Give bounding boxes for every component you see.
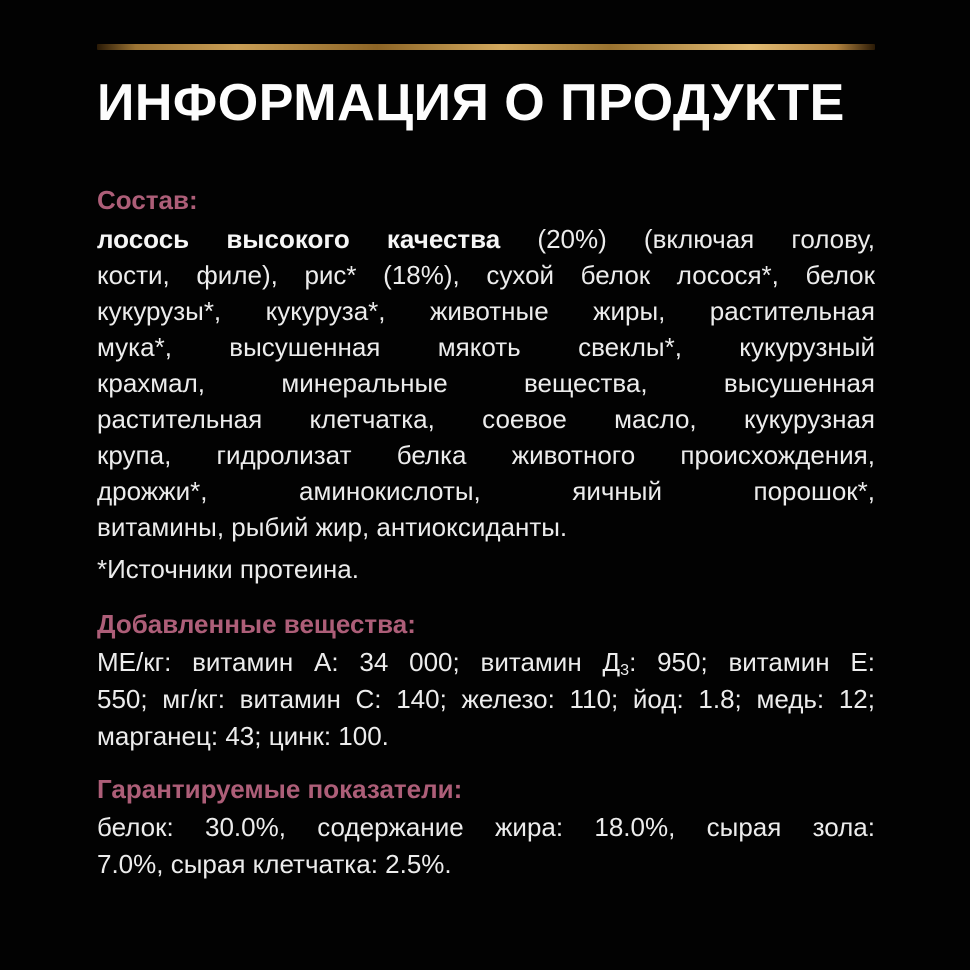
composition-line: растительная клетчатка, соевое масло, кукурузная [97, 404, 875, 434]
additives-line [97, 644, 875, 681]
composition-bold-ingredient: лосось высокого качества [97, 224, 501, 254]
additives-line1-post: : 950; витамин Е: [629, 647, 875, 677]
composition-line1-rest: (20%) (включая голову, [500, 224, 876, 254]
guaranteed-section [97, 774, 875, 883]
additives-heading: Добавленные вещества: [97, 609, 416, 639]
additives-paragraph [97, 644, 875, 755]
guaranteed-line: 7.0%, сырая клетчатка: 2.5%. [97, 849, 452, 879]
vitamin-d3-subscript: 3 [620, 661, 630, 680]
page-title: ИНФОРМАЦИЯ О ПРОДУКТЕ [97, 74, 845, 132]
content-area [0, 44, 970, 883]
composition-heading: Состав: [97, 185, 198, 215]
gold-divider-bar [97, 44, 875, 50]
composition-line: мука*, высушенная мякоть свеклы*, кукурузный [97, 332, 875, 362]
composition-section [97, 185, 875, 584]
additives-line: 550; мг/кг: витамин С: 140; железо: 110; йод: 1.8; медь: 12; [97, 684, 875, 714]
composition-line: крупа, гидролизат белка животного происхождения, [97, 440, 875, 470]
guaranteed-paragraph [97, 809, 875, 883]
additives-section [97, 609, 875, 755]
composition-paragraph [97, 221, 875, 545]
composition-line: крахмал, минеральные вещества, высушенная [97, 368, 875, 398]
guaranteed-line: белок: 30.0%, содержание жира: 18.0%, сырая зола: [97, 812, 875, 842]
additives-line: марганец: 43; цинк: 100. [97, 721, 389, 751]
composition-line: кукурузы*, кукуруза*, животные жиры, растительная [97, 296, 875, 326]
additives-line1-pre: МЕ/кг: витамин А: 34 000; витамин Д [97, 647, 621, 677]
composition-line [97, 221, 875, 257]
composition-line: дрожжи*, аминокислоты, яичный порошок*, [97, 476, 875, 506]
guaranteed-heading: Гарантируемые показатели: [97, 774, 463, 804]
composition-line: витамины, рыбий жир, антиоксиданты. [97, 512, 568, 542]
composition-line: кости, филе), рис* (18%), сухой белок лосося*, белок [97, 260, 875, 290]
protein-sources-footnote: *Источники протеина. [97, 554, 359, 584]
